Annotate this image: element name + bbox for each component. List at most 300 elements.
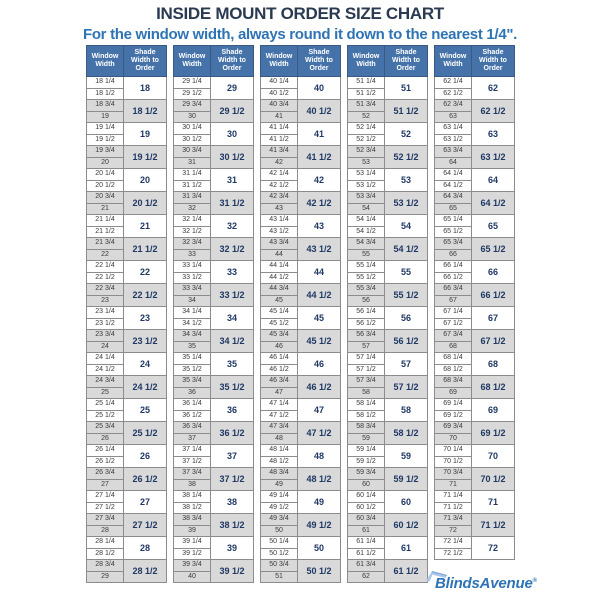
table-row — [261, 215, 341, 227]
table-row — [348, 491, 428, 503]
window-width-header: Window Width — [348, 46, 385, 77]
table-row — [87, 399, 167, 411]
window-width-cell: 69 3/4 — [435, 422, 472, 434]
shade-width-cell: 43 — [298, 215, 341, 238]
shade-width-cell: 60 1/2 — [385, 514, 428, 537]
window-width-cell: 20 — [87, 157, 124, 169]
table-row — [87, 192, 167, 204]
window-width-cell: 64 — [435, 157, 472, 169]
table-row — [348, 560, 428, 572]
shade-width-cell: 57 — [385, 353, 428, 376]
window-width-cell: 69 — [435, 387, 472, 399]
table-row — [348, 215, 428, 227]
shade-width-header: Shade Width to Order — [124, 46, 167, 77]
shade-width-cell: 18 1/2 — [124, 100, 167, 123]
window-width-cell: 69 1/4 — [435, 399, 472, 411]
window-width-cell: 18 1/2 — [87, 88, 124, 100]
window-width-cell: 22 — [87, 249, 124, 261]
table-row — [435, 491, 515, 503]
shade-width-cell: 69 1/2 — [472, 422, 515, 445]
window-width-cell: 68 3/4 — [435, 376, 472, 388]
table-row — [348, 146, 428, 158]
window-width-cell: 59 1/4 — [348, 445, 385, 457]
window-width-cell: 52 1/2 — [348, 134, 385, 146]
window-width-cell: 43 1/2 — [261, 226, 298, 238]
shade-width-cell: 46 — [298, 353, 341, 376]
window-width-cell: 32 — [174, 203, 211, 215]
window-width-cell: 66 1/4 — [435, 261, 472, 273]
table-row — [87, 537, 167, 549]
window-width-cell: 37 1/2 — [174, 456, 211, 468]
table-row — [435, 77, 515, 89]
shade-width-cell: 64 — [472, 169, 515, 192]
table-row — [87, 261, 167, 273]
shade-width-cell: 35 1/2 — [211, 376, 254, 399]
window-width-cell: 61 3/4 — [348, 560, 385, 572]
table-row — [174, 422, 254, 434]
table-row — [261, 100, 341, 112]
window-width-cell: 32 3/4 — [174, 238, 211, 250]
shade-width-cell: 53 — [385, 169, 428, 192]
window-width-header: Window Width — [261, 46, 298, 77]
shade-width-cell: 40 — [298, 77, 341, 100]
window-width-cell: 44 3/4 — [261, 284, 298, 296]
window-width-cell: 58 1/2 — [348, 410, 385, 422]
table-row — [87, 123, 167, 135]
window-width-cell: 31 — [174, 157, 211, 169]
shade-width-cell: 68 — [472, 353, 515, 376]
window-width-cell: 57 3/4 — [348, 376, 385, 388]
table-row — [261, 146, 341, 158]
window-width-cell: 46 1/4 — [261, 353, 298, 365]
table-row — [174, 123, 254, 135]
window-width-cell: 25 1/2 — [87, 410, 124, 422]
table-row — [348, 192, 428, 204]
window-width-cell: 38 — [174, 479, 211, 491]
shade-width-cell: 24 — [124, 353, 167, 376]
window-width-cell: 41 — [261, 111, 298, 123]
table-row — [174, 238, 254, 250]
shade-width-cell: 72 — [472, 537, 515, 560]
window-width-cell: 49 — [261, 479, 298, 491]
table-row — [261, 491, 341, 503]
window-width-cell: 70 1/2 — [435, 456, 472, 468]
shade-width-cell: 22 1/2 — [124, 284, 167, 307]
shade-width-cell: 21 — [124, 215, 167, 238]
window-width-cell: 66 1/2 — [435, 272, 472, 284]
window-width-cell: 63 1/2 — [435, 134, 472, 146]
window-width-cell: 70 — [435, 433, 472, 445]
window-width-cell: 48 1/4 — [261, 445, 298, 457]
table-row — [348, 77, 428, 89]
shade-width-cell: 37 1/2 — [211, 468, 254, 491]
window-width-cell: 32 1/4 — [174, 215, 211, 227]
window-width-cell: 54 3/4 — [348, 238, 385, 250]
window-width-cell: 23 — [87, 295, 124, 307]
window-width-cell: 63 1/4 — [435, 123, 472, 135]
window-width-cell: 47 3/4 — [261, 422, 298, 434]
table-row — [435, 537, 515, 549]
table-row — [261, 238, 341, 250]
shade-width-cell: 70 1/2 — [472, 468, 515, 491]
shade-width-cell: 21 1/2 — [124, 238, 167, 261]
window-width-cell: 52 1/4 — [348, 123, 385, 135]
table-row — [87, 376, 167, 388]
window-width-cell: 50 3/4 — [261, 560, 298, 572]
table-row — [174, 284, 254, 296]
window-width-cell: 54 — [348, 203, 385, 215]
window-width-cell: 68 1/4 — [435, 353, 472, 365]
window-width-cell: 57 1/4 — [348, 353, 385, 365]
shade-width-cell: 69 — [472, 399, 515, 422]
shade-width-cell: 31 1/2 — [211, 192, 254, 215]
table-row — [174, 146, 254, 158]
shade-width-cell: 28 — [124, 537, 167, 560]
window-width-cell: 34 3/4 — [174, 330, 211, 342]
window-width-cell: 47 — [261, 387, 298, 399]
shade-width-cell: 38 — [211, 491, 254, 514]
shade-width-cell: 44 — [298, 261, 341, 284]
shade-width-cell: 46 1/2 — [298, 376, 341, 399]
window-width-cell: 61 — [348, 525, 385, 537]
window-width-cell: 20 1/4 — [87, 169, 124, 181]
window-width-cell: 37 1/4 — [174, 445, 211, 457]
window-width-cell: 45 — [261, 295, 298, 307]
table-row — [435, 100, 515, 112]
table-row — [87, 330, 167, 342]
table-row — [348, 399, 428, 411]
table-row — [87, 353, 167, 365]
window-width-cell: 50 1/2 — [261, 548, 298, 560]
shade-width-cell: 36 1/2 — [211, 422, 254, 445]
table-row — [261, 169, 341, 181]
table-row — [87, 491, 167, 503]
shade-width-cell: 63 1/2 — [472, 146, 515, 169]
window-width-cell: 67 3/4 — [435, 330, 472, 342]
window-width-cell: 52 3/4 — [348, 146, 385, 158]
window-width-cell: 67 1/4 — [435, 307, 472, 319]
shade-width-cell: 66 1/2 — [472, 284, 515, 307]
window-width-cell: 66 — [435, 249, 472, 261]
shade-width-cell: 55 — [385, 261, 428, 284]
window-width-cell: 71 1/2 — [435, 502, 472, 514]
window-width-cell: 56 3/4 — [348, 330, 385, 342]
window-width-cell: 59 3/4 — [348, 468, 385, 480]
window-width-cell: 44 1/2 — [261, 272, 298, 284]
shade-width-cell: 34 — [211, 307, 254, 330]
window-width-cell: 65 1/4 — [435, 215, 472, 227]
window-width-cell: 31 3/4 — [174, 192, 211, 204]
window-width-cell: 23 3/4 — [87, 330, 124, 342]
shade-width-cell: 20 1/2 — [124, 192, 167, 215]
window-width-cell: 54 1/2 — [348, 226, 385, 238]
shade-width-cell: 48 — [298, 445, 341, 468]
shade-width-cell: 30 — [211, 123, 254, 146]
window-width-cell: 27 3/4 — [87, 514, 124, 526]
shade-width-cell: 27 1/2 — [124, 514, 167, 537]
table-row — [261, 353, 341, 365]
window-width-cell: 30 3/4 — [174, 146, 211, 158]
shade-width-cell: 59 — [385, 445, 428, 468]
window-width-cell: 45 3/4 — [261, 330, 298, 342]
window-width-cell: 59 — [348, 433, 385, 445]
window-width-cell: 51 1/4 — [348, 77, 385, 89]
brand-name: BlindsAvenue® — [435, 575, 537, 592]
window-width-cell: 46 1/2 — [261, 364, 298, 376]
table-row — [435, 284, 515, 296]
table-row — [174, 169, 254, 181]
table-row — [348, 376, 428, 388]
window-width-cell: 51 1/2 — [348, 88, 385, 100]
table-row — [261, 537, 341, 549]
table-row — [87, 560, 167, 572]
window-width-cell: 64 1/4 — [435, 169, 472, 181]
table-row — [435, 146, 515, 158]
table-row — [174, 261, 254, 273]
table-row — [435, 422, 515, 434]
table-row — [87, 514, 167, 526]
shade-width-cell: 31 — [211, 169, 254, 192]
shade-width-cell: 67 1/2 — [472, 330, 515, 353]
window-width-cell: 62 1/4 — [435, 77, 472, 89]
shade-width-cell: 48 1/2 — [298, 468, 341, 491]
shade-width-cell: 70 — [472, 445, 515, 468]
table-row — [348, 100, 428, 112]
window-width-cell: 24 3/4 — [87, 376, 124, 388]
window-width-cell: 45 1/4 — [261, 307, 298, 319]
shade-width-cell: 42 — [298, 169, 341, 192]
shade-width-cell: 56 1/2 — [385, 330, 428, 353]
table-row — [435, 330, 515, 342]
shade-width-header: Shade Width to Order — [211, 46, 254, 77]
window-width-cell: 29 1/4 — [174, 77, 211, 89]
table-row — [261, 261, 341, 273]
window-width-cell: 47 1/2 — [261, 410, 298, 422]
window-width-cell: 28 3/4 — [87, 560, 124, 572]
shade-width-cell: 65 — [472, 215, 515, 238]
table-row — [174, 376, 254, 388]
window-width-cell: 57 1/2 — [348, 364, 385, 376]
shade-width-cell: 25 — [124, 399, 167, 422]
window-width-cell: 54 1/4 — [348, 215, 385, 227]
shade-width-cell: 26 1/2 — [124, 468, 167, 491]
table-row — [261, 330, 341, 342]
window-width-cell: 21 1/4 — [87, 215, 124, 227]
shade-width-cell: 43 1/2 — [298, 238, 341, 261]
table-row — [174, 491, 254, 503]
window-width-cell: 19 — [87, 111, 124, 123]
table-row — [174, 77, 254, 89]
window-width-cell: 56 — [348, 295, 385, 307]
window-width-cell: 42 1/4 — [261, 169, 298, 181]
shade-width-cell: 33 1/2 — [211, 284, 254, 307]
table-row — [174, 468, 254, 480]
shade-width-cell: 37 — [211, 445, 254, 468]
shade-width-cell: 66 — [472, 261, 515, 284]
table-row — [435, 399, 515, 411]
window-width-cell: 25 1/4 — [87, 399, 124, 411]
window-width-cell: 42 — [261, 157, 298, 169]
table-row — [435, 261, 515, 273]
window-width-cell: 33 1/2 — [174, 272, 211, 284]
window-width-cell: 41 1/4 — [261, 123, 298, 135]
window-width-cell: 49 1/2 — [261, 502, 298, 514]
window-width-cell: 20 3/4 — [87, 192, 124, 204]
window-width-cell: 23 1/2 — [87, 318, 124, 330]
shade-width-cell: 44 1/2 — [298, 284, 341, 307]
column-group-4 — [347, 45, 428, 583]
window-width-cell: 29 1/2 — [174, 88, 211, 100]
table-row — [435, 238, 515, 250]
shade-width-cell: 58 — [385, 399, 428, 422]
window-width-cell: 34 — [174, 295, 211, 307]
table-row — [174, 192, 254, 204]
window-width-cell: 56 1/4 — [348, 307, 385, 319]
table-row — [87, 307, 167, 319]
window-width-cell: 51 — [261, 571, 298, 583]
window-width-cell: 55 — [348, 249, 385, 261]
window-width-cell: 36 1/2 — [174, 410, 211, 422]
window-width-cell: 48 1/2 — [261, 456, 298, 468]
shade-width-cell: 42 1/2 — [298, 192, 341, 215]
shade-width-cell: 65 1/2 — [472, 238, 515, 261]
shade-width-cell: 52 1/2 — [385, 146, 428, 169]
shade-width-cell: 50 — [298, 537, 341, 560]
window-width-cell: 72 1/4 — [435, 537, 472, 549]
shade-width-cell: 62 1/2 — [472, 100, 515, 123]
table-row — [261, 307, 341, 319]
window-width-cell: 66 3/4 — [435, 284, 472, 296]
window-width-cell: 39 1/4 — [174, 537, 211, 549]
window-width-cell: 35 3/4 — [174, 376, 211, 388]
window-width-cell: 23 1/4 — [87, 307, 124, 319]
window-width-cell: 68 1/2 — [435, 364, 472, 376]
table-row — [87, 284, 167, 296]
shade-width-cell: 47 1/2 — [298, 422, 341, 445]
window-width-cell: 72 1/2 — [435, 548, 472, 560]
shade-width-cell: 55 1/2 — [385, 284, 428, 307]
window-width-cell: 24 1/2 — [87, 364, 124, 376]
column-group-2 — [173, 45, 254, 583]
table-row — [174, 560, 254, 572]
window-width-cell: 45 1/2 — [261, 318, 298, 330]
window-width-cell: 39 1/2 — [174, 548, 211, 560]
shade-width-cell: 20 — [124, 169, 167, 192]
window-width-cell: 63 — [435, 111, 472, 123]
shade-width-cell: 23 — [124, 307, 167, 330]
window-width-cell: 67 — [435, 295, 472, 307]
window-width-cell: 41 3/4 — [261, 146, 298, 158]
table-row — [435, 192, 515, 204]
table-row — [174, 399, 254, 411]
shade-width-cell: 45 — [298, 307, 341, 330]
window-width-cell: 36 — [174, 387, 211, 399]
table-row — [261, 468, 341, 480]
window-width-cell: 46 3/4 — [261, 376, 298, 388]
shade-width-cell: 24 1/2 — [124, 376, 167, 399]
window-width-cell: 24 — [87, 341, 124, 353]
titles — [0, 4, 600, 43]
window-width-cell: 25 3/4 — [87, 422, 124, 434]
shade-width-header: Shade Width to Order — [472, 46, 515, 77]
shade-width-cell: 27 — [124, 491, 167, 514]
window-width-cell: 39 — [174, 525, 211, 537]
window-width-cell: 40 3/4 — [261, 100, 298, 112]
window-width-cell: 39 3/4 — [174, 560, 211, 572]
window-width-cell: 21 — [87, 203, 124, 215]
window-width-cell: 18 1/4 — [87, 77, 124, 89]
shade-width-cell: 28 1/2 — [124, 560, 167, 583]
window-width-cell: 60 1/2 — [348, 502, 385, 514]
window-width-cell: 25 — [87, 387, 124, 399]
window-width-cell: 38 1/2 — [174, 502, 211, 514]
shade-width-cell: 23 1/2 — [124, 330, 167, 353]
shade-width-cell: 62 — [472, 77, 515, 100]
table-row — [435, 215, 515, 227]
window-width-cell: 65 3/4 — [435, 238, 472, 250]
window-width-header: Window Width — [87, 46, 124, 77]
window-width-cell: 33 — [174, 249, 211, 261]
window-width-cell: 58 3/4 — [348, 422, 385, 434]
window-width-cell: 68 — [435, 341, 472, 353]
shade-width-cell: 58 1/2 — [385, 422, 428, 445]
window-width-cell: 63 3/4 — [435, 146, 472, 158]
window-width-cell: 53 3/4 — [348, 192, 385, 204]
shade-width-header: Shade Width to Order — [385, 46, 428, 77]
shade-width-cell: 54 1/2 — [385, 238, 428, 261]
shade-width-cell: 56 — [385, 307, 428, 330]
window-width-cell: 56 1/2 — [348, 318, 385, 330]
page-subtitle: For the window width, always round it down to the nearest 1/4". — [82, 26, 518, 43]
window-width-cell: 55 3/4 — [348, 284, 385, 296]
window-width-cell: 29 — [87, 571, 124, 583]
window-width-cell: 53 — [348, 157, 385, 169]
table-row — [348, 514, 428, 526]
window-width-cell: 27 — [87, 479, 124, 491]
shade-width-cell: 22 — [124, 261, 167, 284]
shade-width-cell: 61 — [385, 537, 428, 560]
table-row — [87, 445, 167, 457]
table-row — [261, 514, 341, 526]
table-row — [435, 169, 515, 181]
table-row — [174, 514, 254, 526]
table-row — [87, 146, 167, 158]
window-width-cell: 27 1/2 — [87, 502, 124, 514]
window-width-cell: 52 — [348, 111, 385, 123]
window-width-header: Window Width — [174, 46, 211, 77]
table-row — [87, 77, 167, 89]
window-width-cell: 65 1/2 — [435, 226, 472, 238]
window-width-cell: 50 1/4 — [261, 537, 298, 549]
shade-width-cell: 49 1/2 — [298, 514, 341, 537]
window-width-cell: 35 1/4 — [174, 353, 211, 365]
window-width-cell: 20 1/2 — [87, 180, 124, 192]
shade-width-cell: 51 1/2 — [385, 100, 428, 123]
brand-logo — [426, 569, 546, 597]
window-width-header: Window Width — [435, 46, 472, 77]
shade-width-cell: 32 1/2 — [211, 238, 254, 261]
window-width-cell: 22 3/4 — [87, 284, 124, 296]
window-width-cell: 71 — [435, 479, 472, 491]
shade-width-cell: 33 — [211, 261, 254, 284]
window-width-cell: 30 1/2 — [174, 134, 211, 146]
window-width-cell: 53 1/2 — [348, 180, 385, 192]
table-row — [348, 468, 428, 480]
shade-width-header: Shade Width to Order — [298, 46, 341, 77]
window-width-cell: 61 1/4 — [348, 537, 385, 549]
window-width-cell: 28 — [87, 525, 124, 537]
shade-width-cell: 34 1/2 — [211, 330, 254, 353]
